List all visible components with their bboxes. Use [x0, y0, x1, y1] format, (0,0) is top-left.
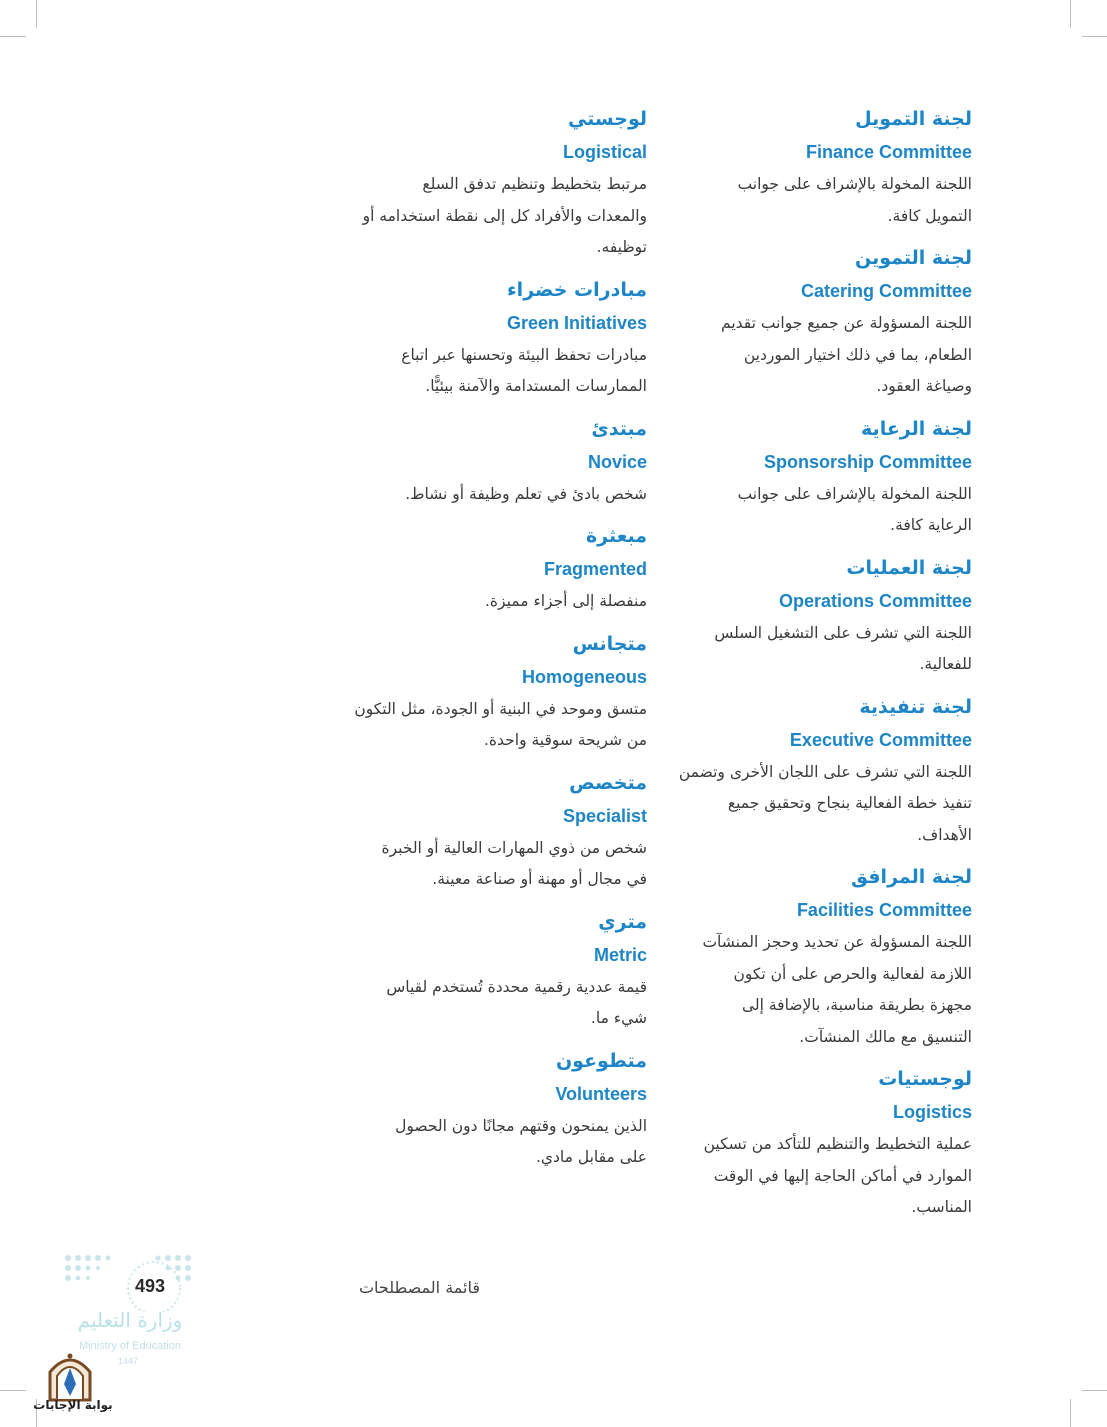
definition-line: اللجنة المسؤولة عن تحديد وحجز المنشآت — [702, 933, 972, 951]
definition-line: منفصلة إلى أجزاء مميزة. — [484, 592, 647, 610]
definition-line: الذين يمنحون وقتهم مجانًا دون الحصول — [395, 1116, 647, 1135]
glossary-entry — [667, 861, 972, 1063]
glossary-entry — [332, 103, 647, 274]
glossary-entry — [667, 1063, 972, 1234]
term-arabic: لجنة العمليات — [846, 556, 972, 579]
definition-line: المناسب. — [911, 1198, 972, 1216]
glossary-entry — [332, 413, 647, 521]
definition-line: عملية التخطيط والتنظيم للتأكد من تسكين — [703, 1135, 972, 1153]
glossary-entry — [332, 767, 647, 906]
crop-mark — [36, 0, 37, 28]
crop-mark — [1082, 1390, 1107, 1391]
term-english: Sponsorship Committee — [763, 451, 972, 472]
term-english: Finance Committee — [805, 142, 972, 162]
definition-line: الأهداف. — [917, 825, 972, 844]
definition-line: التنسيق مع مالك المنشآت. — [799, 1027, 972, 1046]
glossary-entry — [332, 520, 647, 628]
definition-line: اللجنة التي تشرف على التشغيل السلس — [714, 623, 972, 642]
definition-line: اللازمة لفعالية والحرص على أن تكون — [733, 964, 972, 983]
ministry-year: 1447 — [117, 1356, 139, 1366]
glossary-entry — [332, 274, 647, 413]
definition-line: شخص من ذوي المهارات العالية أو الخبرة — [381, 838, 647, 857]
definition-line: الممارسات المستدامة والآمنة بيئيًّا. — [425, 377, 647, 395]
glossary-entry — [667, 413, 972, 552]
crop-mark — [1082, 36, 1107, 37]
glossary-entry — [332, 1045, 647, 1184]
definition-line: الموارد في أماكن الحاجة إليها في الوقت — [713, 1166, 972, 1185]
definition-line: تنفيذ خطة الفعالية بنجاح وتحقيق جميع — [727, 794, 972, 812]
definition-line: من شريحة سوقية واحدة. — [484, 731, 647, 749]
ministry-name-arabic: وزارة التعليم — [77, 1308, 183, 1332]
term-definition — [332, 586, 647, 628]
term-arabic: مبتدئ — [591, 417, 647, 440]
definition-line: مرتبط بتخطيط وتنظيم تدفق السلع — [422, 175, 647, 193]
definition-line: الطعام، بما في ذلك اختيار الموردين — [743, 345, 972, 364]
term-arabic: لجنة المرافق — [850, 866, 972, 888]
glossary-entry — [332, 628, 647, 767]
term-english: Catering Committee — [800, 281, 972, 301]
glossary-column-left — [332, 103, 647, 1184]
definition-line: مبادرات تحفظ البيئة وتحسنها عبر اتباع — [401, 345, 647, 364]
term-english: Novice — [587, 451, 647, 472]
term-definition — [332, 694, 647, 767]
term-english: Logistics — [892, 1102, 972, 1122]
crop-mark — [0, 36, 26, 37]
term-arabic: متطوعون — [555, 1049, 647, 1072]
term-definition — [667, 618, 972, 691]
term-definition — [667, 169, 972, 242]
definition-line: شيء ما. — [590, 1009, 647, 1027]
page-number: 493 — [134, 1276, 166, 1296]
ministry-name-english: Ministry of Education — [78, 1340, 182, 1352]
definition-line: والمعدات والأفراد كل إلى نقطة استخدامه أو — [362, 206, 647, 225]
definition-line: اللجنة المسؤولة عن جميع جوانب تقديم — [721, 314, 972, 332]
crop-mark — [1070, 0, 1071, 28]
definition-line: شخص بادئ في تعلم وظيفة أو نشاط. — [405, 484, 647, 503]
term-english: Specialist — [562, 805, 647, 826]
definition-line: في مجال أو مهنة أو صناعة معينة. — [432, 870, 647, 888]
term-arabic: متجانس — [572, 632, 647, 655]
definition-line: الرعاية كافة. — [890, 516, 972, 534]
definition-line: مجهزة بطريقة مناسبة، بالإضافة إلى — [742, 996, 972, 1014]
glossary-entry — [332, 906, 647, 1045]
term-definition — [667, 927, 972, 1063]
term-english: Fragmented — [543, 559, 647, 579]
term-arabic: لوجستيات — [878, 1068, 972, 1090]
term-arabic: لوجستي — [567, 108, 647, 130]
glossary-entry — [667, 103, 972, 242]
gateway-label: بوابة الإجابات — [33, 1398, 113, 1412]
term-english: Executive Committee — [789, 729, 972, 750]
definition-line: اللجنة المخولة بالإشراف على جوانب — [737, 175, 972, 193]
glossary-entry — [667, 691, 972, 862]
term-definition — [667, 1129, 972, 1234]
definition-line: للفعالية. — [919, 655, 972, 673]
term-definition — [667, 479, 972, 552]
definition-line: التمويل كافة. — [887, 206, 972, 225]
term-definition — [332, 833, 647, 906]
term-english: Homogeneous — [521, 666, 647, 687]
definition-line: قيمة عددية رقمية محددة تُستخدم لقياس — [386, 977, 647, 996]
term-english: Metric — [593, 944, 647, 965]
gateway-logo-icon — [44, 1350, 96, 1402]
term-arabic: لجنة التمويل — [855, 108, 972, 130]
term-definition — [332, 169, 647, 274]
term-arabic: مبادرات خضراء — [506, 278, 647, 301]
term-english: Facilities Committee — [796, 900, 972, 920]
term-english: Green Initiatives — [506, 312, 647, 333]
term-definition — [667, 308, 972, 413]
glossary-entry — [667, 242, 972, 413]
definition-line: على مقابل مادي. — [535, 1148, 647, 1166]
term-definition — [332, 1111, 647, 1184]
crop-mark — [0, 1390, 26, 1391]
term-arabic: متخصص — [569, 771, 647, 794]
term-arabic: مبعثرة — [585, 525, 647, 547]
term-arabic: لجنة التموين — [854, 247, 972, 269]
term-arabic: متري — [598, 910, 647, 933]
term-definition — [332, 972, 647, 1045]
definition-line: متسق وموحد في البنية أو الجودة، مثل التكون — [354, 699, 647, 718]
definition-line: اللجنة التي تشرف على اللجان الأخرى وتضمن — [678, 762, 972, 781]
term-definition — [332, 340, 647, 413]
definition-line: اللجنة المخولة بالإشراف على جوانب — [737, 484, 972, 503]
glossary-entry — [667, 552, 972, 691]
definition-line: توظيفه. — [596, 238, 647, 256]
footer-section-title: قائمة المصطلحات — [358, 1278, 480, 1297]
term-definition — [667, 757, 972, 862]
term-definition — [332, 479, 647, 521]
definition-line: وصياغة العقود. — [876, 377, 972, 395]
term-english: Volunteers — [555, 1083, 647, 1104]
crop-mark — [1070, 1399, 1071, 1427]
term-english: Operations Committee — [778, 590, 972, 611]
term-arabic: لجنة الرعاية — [861, 417, 972, 440]
term-english: Logistical — [562, 142, 647, 162]
term-arabic: لجنة تنفيذية — [859, 695, 972, 718]
glossary-column-right — [667, 103, 972, 1234]
